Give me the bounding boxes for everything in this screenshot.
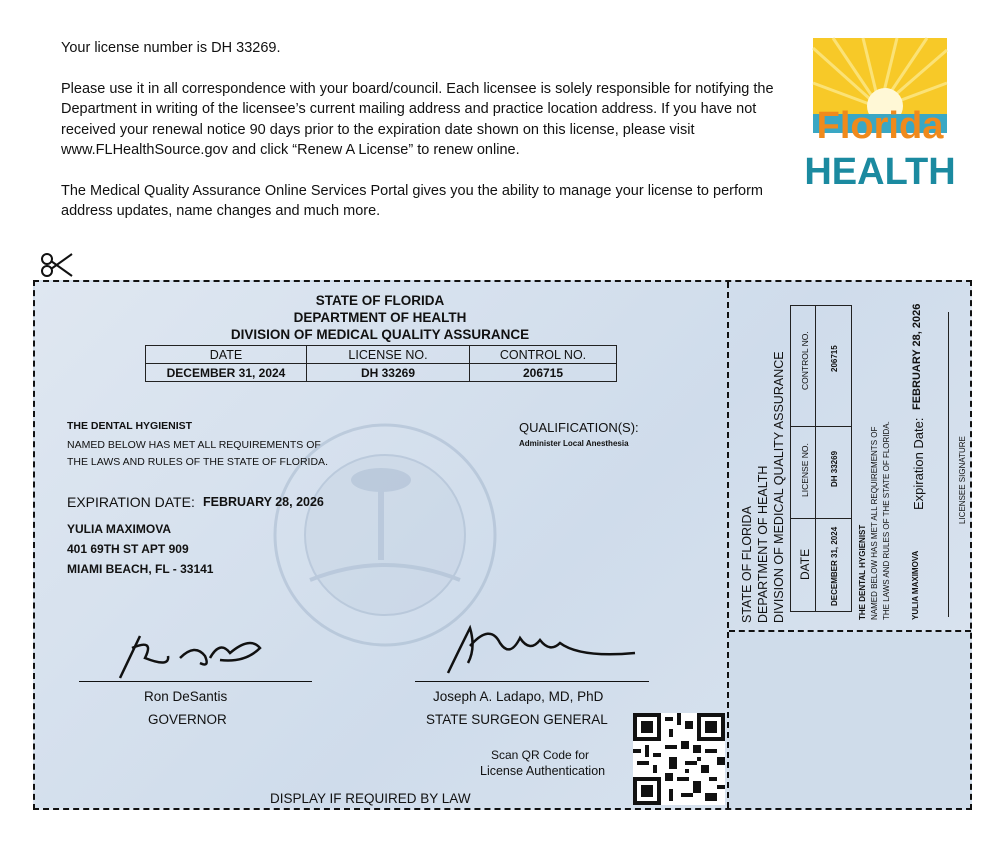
- scissors-icon: [40, 252, 74, 283]
- address-line-1: 401 69TH ST APT 909: [67, 542, 189, 556]
- date-label: DATE: [146, 346, 307, 364]
- intro-text: [61, 38, 781, 242]
- stub-header-line-3: DIVISION OF MEDICAL QUALITY ASSURANCE: [772, 351, 786, 623]
- intro-paragraph-2: The Medical Quality Assurance Online Services Portal gives you the ability to manage your license to perform address updates, name changes and much more.: [61, 182, 763, 219]
- stub-control-value: 206715: [830, 345, 839, 372]
- profession: THE DENTAL HYGIENIST: [67, 420, 193, 432]
- intro-paragraph-1: Please use it in all correspondence with your board/council. Each licensee is solely responsible for notifying the Department in writing of the licensee’s current mailing address and practice location address. If you have not received your renewal notice 90 days prior to the expiration date shown on this license, please visit www.FLHealthSource.gov and click “Renew A License” to renew online.: [61, 80, 774, 158]
- qr-note-line-1: Scan QR Code for: [491, 748, 590, 762]
- control-value: 206715: [470, 364, 617, 382]
- stub-signature-line: [948, 312, 949, 617]
- governor-signature: [110, 628, 280, 688]
- license-number-line: Your license number is DH 33269.: [61, 40, 281, 56]
- florida-health-logo: [804, 38, 956, 193]
- logo-word-florida: Florida: [816, 105, 944, 147]
- expiration-value: FEBRUARY 28, 2026: [203, 495, 324, 509]
- licensee-name: YULIA MAXIMOVA: [67, 522, 171, 536]
- stub-control-label: CONTROL NO.: [800, 331, 810, 390]
- stub-license-label: LICENSE NO.: [800, 443, 810, 497]
- requirements-line-1: NAMED BELOW HAS MET ALL REQUIREMENTS OF: [67, 439, 321, 451]
- control-label: CONTROL NO.: [470, 346, 617, 364]
- governor-title: GOVERNOR: [148, 712, 227, 727]
- qualification-value: Administer Local Anesthesia: [519, 439, 629, 448]
- address-line-2: MIAMI BEACH, FL - 33141: [67, 562, 214, 576]
- stub-expiration-value: FEBRUARY 28, 2026: [911, 303, 923, 410]
- card-cut-line-vertical: [727, 282, 729, 808]
- card-header-line-3: DIVISION OF MEDICAL QUALITY ASSURANCE: [230, 327, 530, 342]
- expiration-label: EXPIRATION DATE:: [67, 494, 195, 510]
- stub-name: YULIA MAXIMOVA: [911, 550, 920, 620]
- license-value: DH 33269: [307, 364, 470, 382]
- stub-license-value: DH 33269: [830, 450, 839, 487]
- license-label: LICENSE NO.: [307, 346, 470, 364]
- stub-header-line-2: DEPARTMENT OF HEALTH: [756, 465, 770, 623]
- surgeon-signature: [440, 618, 640, 683]
- stub-requirements-2: THE LAWS AND RULES OF THE STATE OF FLORIDA.: [882, 421, 891, 620]
- stub-requirements-1: NAMED BELOW HAS MET ALL REQUIREMENTS OF: [870, 426, 879, 620]
- stub-date-label: DATE: [798, 548, 812, 580]
- qualification-label: QUALIFICATION(S):: [519, 420, 639, 435]
- stub-expiration-label: Expiration Date:: [911, 417, 926, 510]
- surgeon-title: STATE SURGEON GENERAL: [426, 712, 608, 727]
- surgeon-signature-line: [415, 681, 649, 682]
- governor-name: Ron DeSantis: [144, 689, 228, 704]
- stub-date-value: DECEMBER 31, 2024: [830, 526, 839, 606]
- date-value: DECEMBER 31, 2024: [146, 364, 307, 382]
- card-cut-line-horizontal: [729, 630, 971, 632]
- state-seal-icon: [270, 420, 500, 650]
- display-note: DISPLAY IF REQUIRED BY LAW: [270, 791, 471, 806]
- stub-signature-label: LICENSEE SIGNATURE: [958, 436, 967, 524]
- governor-signature-line: [79, 681, 312, 682]
- surgeon-name: Joseph A. Ladapo, MD, PhD: [433, 689, 604, 704]
- license-info-table: [145, 345, 617, 382]
- logo-word-health: HEALTH: [804, 151, 956, 193]
- qr-code-icon: [633, 713, 725, 805]
- card-header-line-2: DEPARTMENT OF HEALTH: [293, 310, 467, 325]
- card-header-line-1: STATE OF FLORIDA: [315, 293, 445, 308]
- stub-blank-panel: [729, 632, 970, 808]
- stub-header-line-1: STATE OF FLORIDA: [740, 506, 754, 623]
- stub-profession: THE DENTAL HYGIENIST: [858, 524, 867, 620]
- requirements-line-2: THE LAWS AND RULES OF THE STATE OF FLORIDA.: [67, 456, 328, 468]
- qr-note-line-2: License Authentication: [480, 764, 606, 778]
